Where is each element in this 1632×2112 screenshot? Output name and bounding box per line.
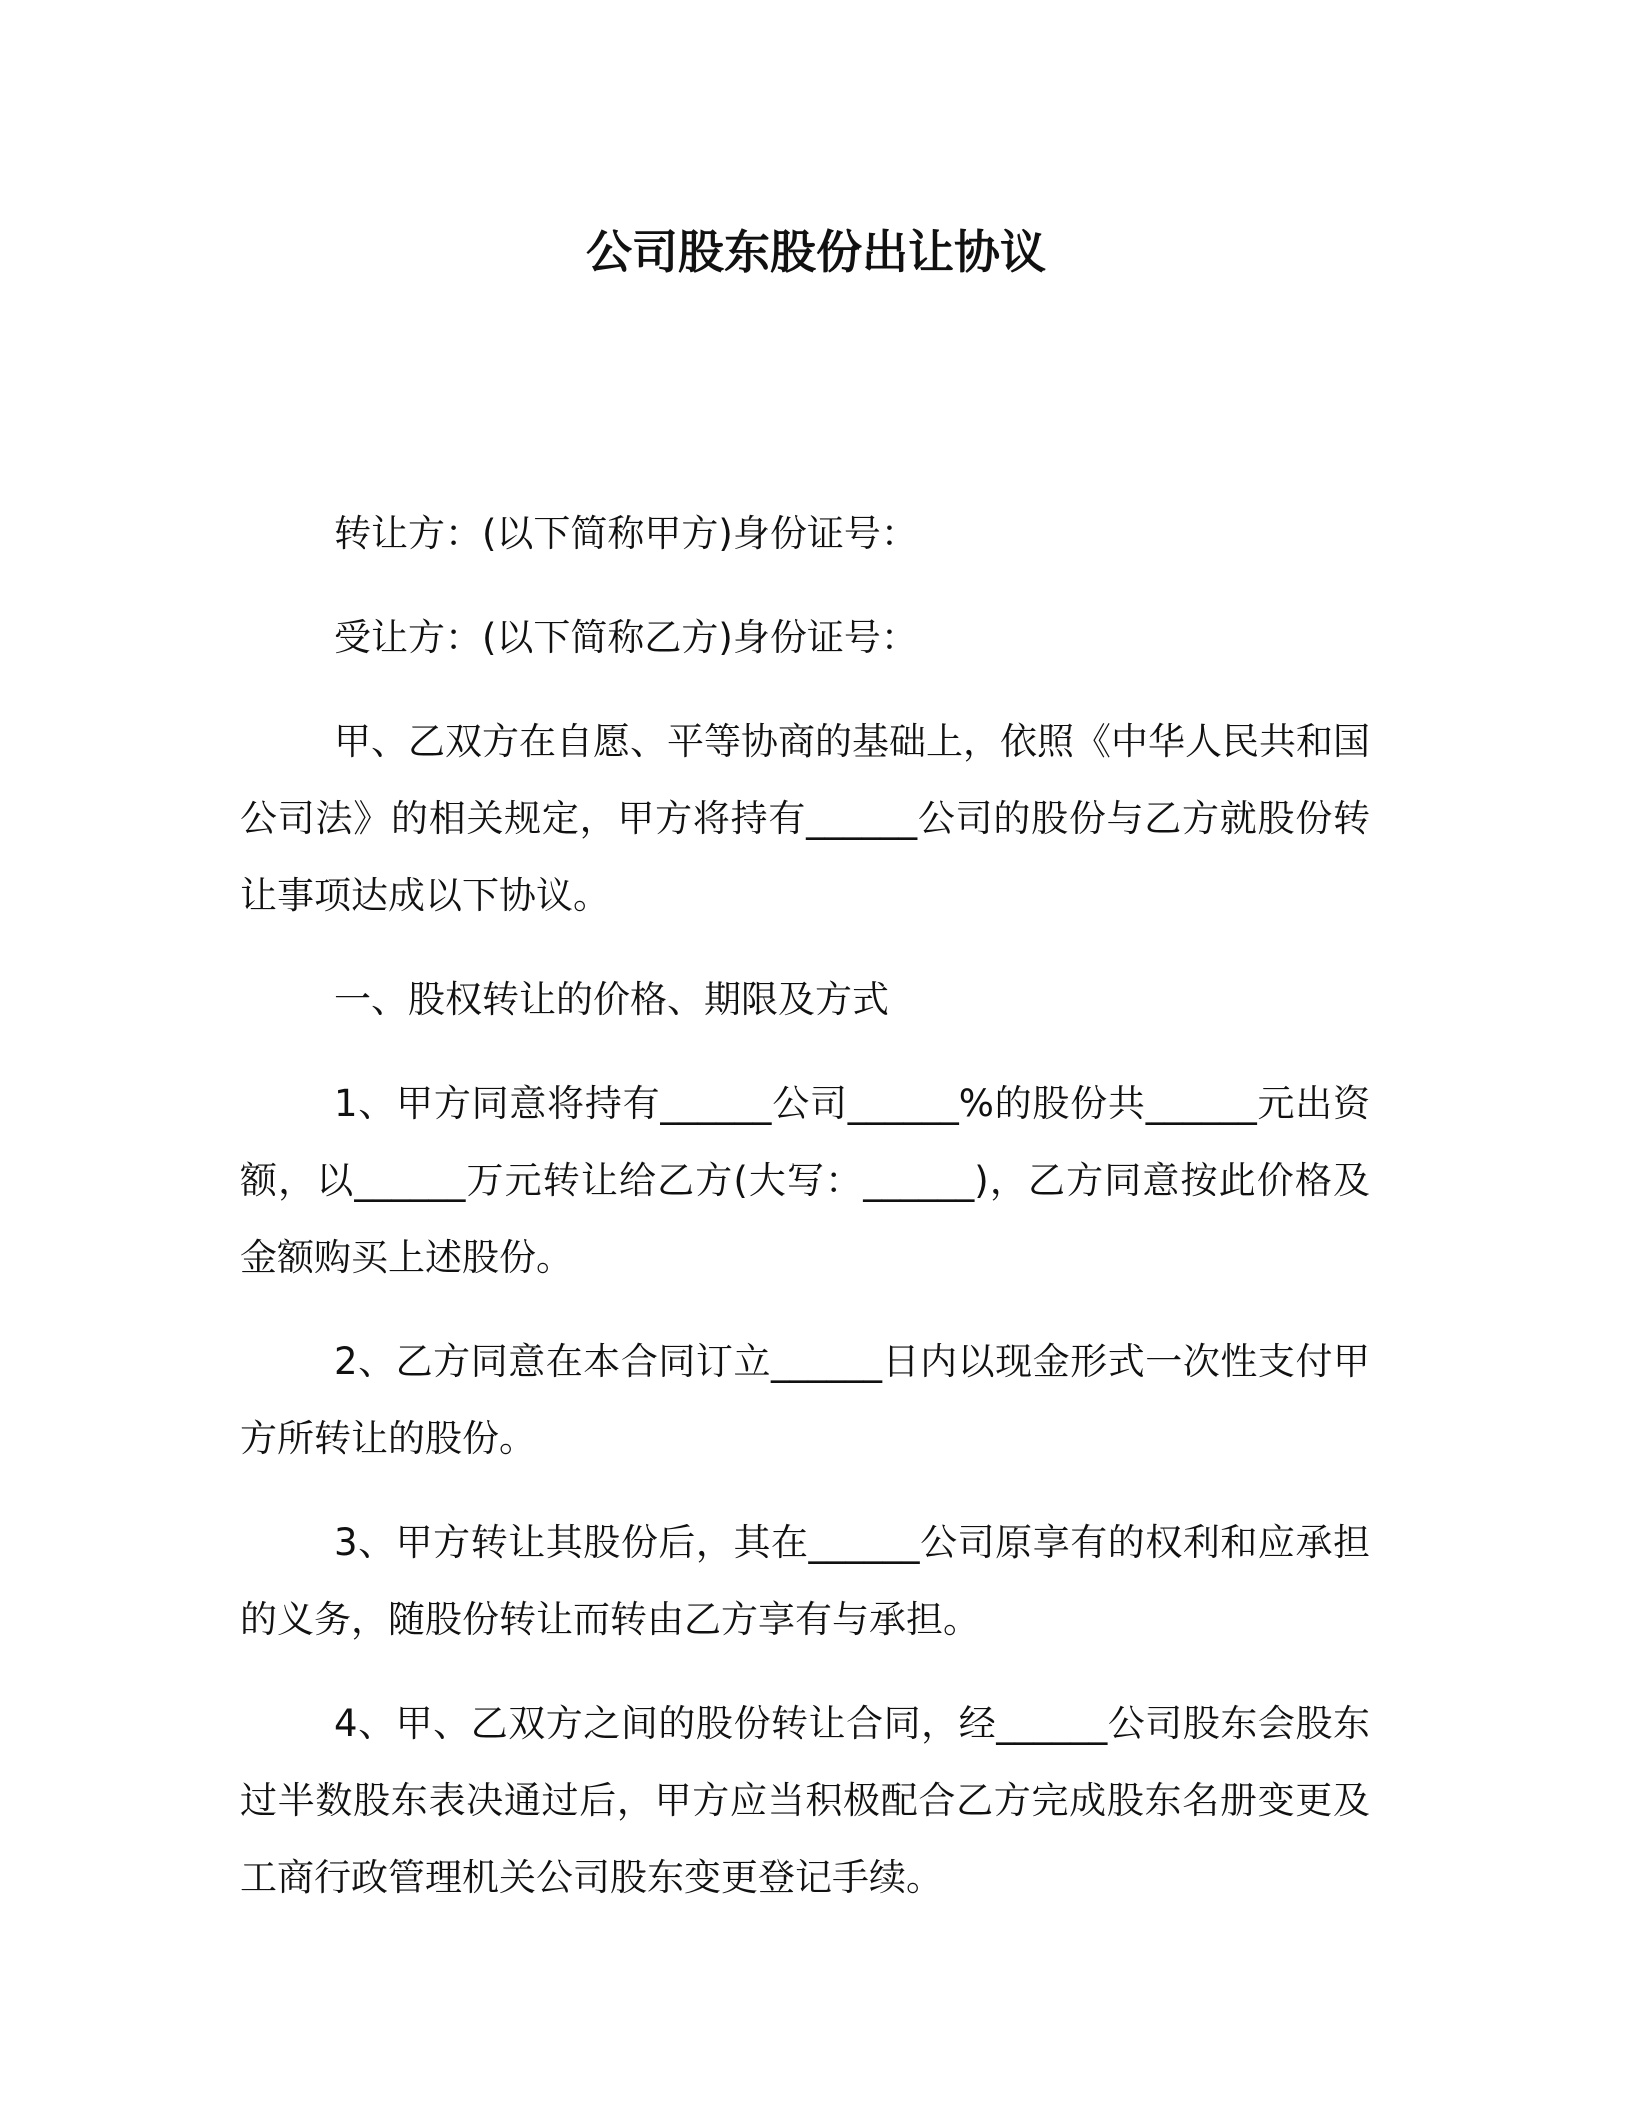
transferor-line: 转让方：(以下简称甲方)身份证号： xyxy=(334,512,918,555)
preamble-paragraph: 甲、乙双方在自愿、平等协商的基础上，依照《中华人民共和国公司法》的相关规定，甲方将持有______公司的股份与乙方就股份转让事项达成以下协议。 xyxy=(240,720,1370,917)
transferee-line: 受让方：(以下简称乙方)身份证号： xyxy=(334,616,918,659)
section-heading-1: 一、股权转让的价格、期限及方式 xyxy=(334,978,889,1021)
clause-3: 3、甲方转让其股份后，其在______公司原享有的权利和应承担的义务，随股份转让而转由乙方享有与承担。 xyxy=(240,1521,1370,1641)
clause-4: 4、甲、乙双方之间的股份转让合同，经______公司股东会股东过半数股东表决通过后，甲方应当积极配合乙方完成股东名册变更及工商行政管理机关公司股东变更登记手续。 xyxy=(240,1702,1370,1899)
document-body xyxy=(240,495,1370,1943)
clause-1: 1、甲方同意将持有______公司______%的股份共______元出资额，以______万元转让给乙方(大写：______)，乙方同意按此价格及金额购买上述股份。 xyxy=(240,1082,1370,1279)
clause-2: 2、乙方同意在本合同订立______日内以现金形式一次性支付甲方所转让的股份。 xyxy=(240,1340,1370,1460)
document-title: 公司股东股份出让协议 xyxy=(586,225,1046,279)
